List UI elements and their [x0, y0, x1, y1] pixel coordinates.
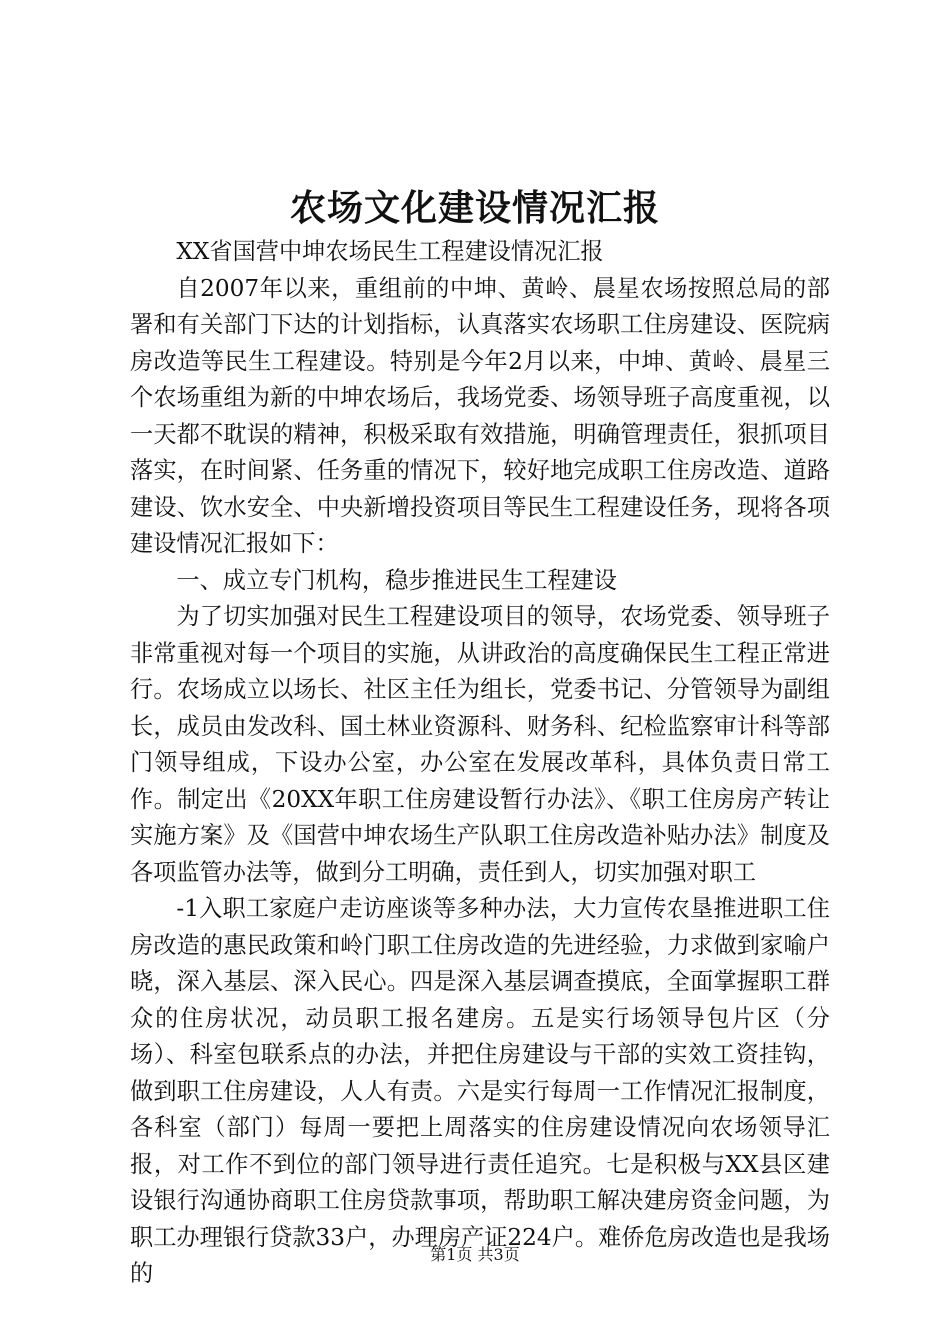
document-title: 农场文化建设情况汇报 [289, 187, 660, 229]
paragraph-subtitle: XX省国营中坤农场民生工程建设情况汇报 [176, 238, 604, 265]
page-number-footer: 第1页 共3页 [430, 1245, 520, 1264]
document-body [130, 234, 830, 1293]
paragraph-measures: -1入职工家庭户走访座谈等多种办法，大力宣传农垦推进职工住房改造的惠民政策和岭门职工住房改造的先进经验，力求做到家喻户晓，深入基层、深入民心。四是深入基层调查摸底，全面掌握职工群众的住房状况，动员职工报名建房。五是实行场领导包片区（分场）、科室包联系点的办法，并把住房建设与干部的实效工资挂钩，做到职工住房建设，人人有责。六是实行每周一工作情况汇报制度，各科室（部门）每周一要把上周落实的住房建设情况向农场领导汇报，对工作不到位的部门领导进行责任追究。七是积极与XX县区建设银行沟通协商职工住房贷款事项，帮助职工解决建房资金问题，为职工办理银行贷款33户，办理房产证224户。难侨危房改造也是我场的 [130, 895, 830, 1287]
paragraph-organization: 为了切实加强对民生工程建设项目的领导，农场党委、领导班子非常重视对每一个项目的实施，从讲政治的高度确保民生工程正常进行。农场成立以场长、社区主任为组长，党委书记、分管领导为副组长，成员由发改科、国土林业资源科、财务科、纪检监察审计科等部门领导组成，下设办公室，办公室在发展改革科，具体负责日常工作。制定出《20XX年职工住房建设暂行办法》、《职工住房房产转让实施方案》及《国营中坤农场生产队职工住房改造补贴办法》制度及各项监管办法等，做到分工明确，责任到人，切实加强对职工 [130, 603, 830, 886]
paragraph-intro: 自2007年以来，重组前的中坤、黄岭、晨星农场按照总局的部署和有关部门下达的计划指标，认真落实农场职工住房建设、医院病房改造等民生工程建设。特别是今年2月以来，中坤、黄岭、晨星三个农场重组为新的中坤农场后，我场党委、场领导班子高度重视，以一天都不耽误的精神，积极采取有效措施，明确管理责任，狠抓项目落实，在时间紧、任务重的情况下，较好地完成职工住房改造、道路建设、饮水安全、中央新增投资项目等民生工程建设任务，现将各项建设情况汇报如下： [130, 274, 830, 557]
section-heading-1: 一、成立专门机构，稳步推进民生工程建设 [176, 566, 617, 594]
